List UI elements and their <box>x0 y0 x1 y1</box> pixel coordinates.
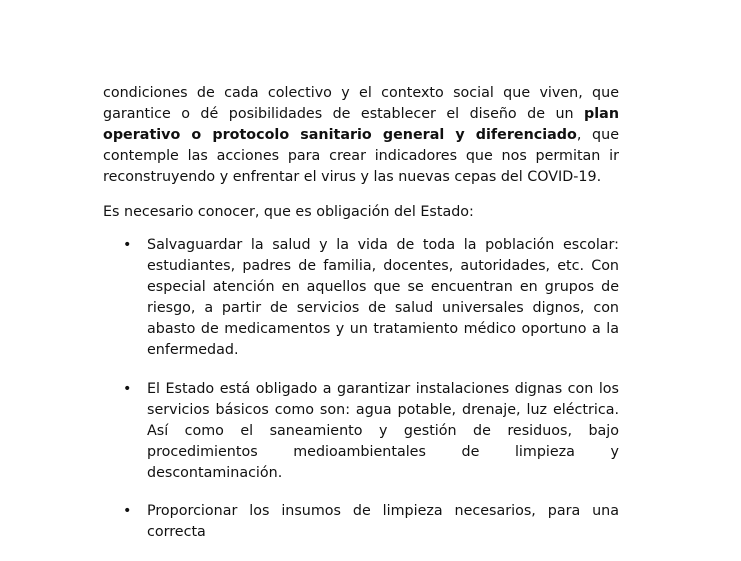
paragraph-intro-text-a: condiciones de cada colectivo y el contexto social que viven, que garantice o dé posibilidades de establecer el diseño de un <box>103 85 619 122</box>
bullet-icon: • <box>123 237 132 253</box>
bullet-icon: • <box>123 503 132 519</box>
list-item-text: El Estado está obligado a garantizar instalaciones dignas con los servicios básicos como son: agua potable, drenaje, luz eléctrica. Así como el saneamiento y gestión de residuos, bajo procedimientos medioambientales de limpieza y descontaminación. <box>147 381 619 481</box>
list-item-text: Salvaguardar la salud y la vida de toda la población escolar: estudiantes, padres de familia, docentes, autoridades, etc. Con especial atención en aquellos que se encuentran en grupos de riesgo, a partir de servicios de salud universales dignos, con abasto de medicamentos y un tratamiento médico oportuno a la enfermedad. <box>147 237 619 358</box>
paragraph-intro <box>103 83 619 188</box>
bullet-icon: • <box>123 381 132 397</box>
paragraph-intro-text-b: , que contemple las acciones para crear indicadores que nos permitan ir reconstruyendo y enfrentar el virus y las nuevas cepas del COVID-19. <box>103 127 619 185</box>
list-item <box>103 379 619 484</box>
paragraph-intro-bold: plan operativo o protocolo sanitario general y diferenciado <box>103 106 619 143</box>
list-item <box>103 501 619 543</box>
list-item <box>103 235 619 361</box>
list-item-text: Proporcionar los insumos de limpieza necesarios, para una correcta <box>147 503 619 540</box>
bullet-list <box>103 235 619 561</box>
paragraph-obligation: Es necesario conocer, que es obligación del Estado: <box>103 204 474 220</box>
